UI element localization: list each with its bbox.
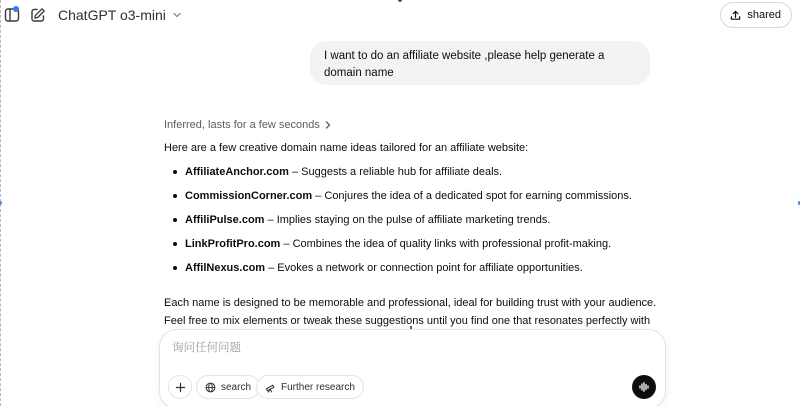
voice-waveform-icon xyxy=(638,381,650,393)
assistant-message xyxy=(164,115,664,330)
model-label: ChatGPT o3-mini xyxy=(58,7,166,23)
search-button[interactable] xyxy=(196,375,260,399)
sidebar-toggle-button[interactable] xyxy=(2,5,22,25)
list-item xyxy=(164,212,664,236)
edit-icon xyxy=(30,7,46,23)
attach-button[interactable] xyxy=(168,375,192,399)
user-message-text: I want to do an affiliate website ,please help generate a domain name xyxy=(324,50,605,79)
voice-mode-button[interactable] xyxy=(632,375,656,399)
domain-name: AffiliateAnchor.com xyxy=(185,166,289,178)
reasoning-toggle[interactable] xyxy=(164,117,332,133)
domain-description: – Combines the idea of quality links with professional profit-making. xyxy=(280,238,612,250)
domain-description: – Conjures the idea of a dedicated spot for earning commissions. xyxy=(312,190,632,202)
response-intro: Here are a few creative domain name ideas tailored for an affiliate website: xyxy=(164,142,529,154)
list-item xyxy=(164,260,664,284)
new-chat-button[interactable] xyxy=(28,5,48,25)
top-bar xyxy=(0,0,800,30)
telescope-icon xyxy=(265,382,276,393)
further-research-label: Further research xyxy=(281,381,355,393)
domain-name: AffiliPulse.com xyxy=(185,214,265,226)
list-item xyxy=(164,188,664,212)
upload-icon xyxy=(730,10,741,21)
list-item xyxy=(164,164,664,188)
chevron-right-icon xyxy=(324,120,332,130)
domain-name: LinkProfitPro.com xyxy=(185,238,281,250)
reasoning-label: Inferred, lasts for a few seconds xyxy=(164,119,320,131)
list-item xyxy=(164,236,664,260)
domain-name: AffilNexus.com xyxy=(185,262,266,274)
domain-name: CommissionCorner.com xyxy=(185,190,313,202)
notification-dot xyxy=(13,6,19,12)
domain-ideas-list xyxy=(164,164,664,284)
further-research-button[interactable] xyxy=(256,375,364,399)
plus-icon xyxy=(175,382,186,393)
edge-handle-left[interactable] xyxy=(0,201,2,205)
domain-description: – Evokes a network or connection point for affiliate opportunities. xyxy=(265,262,583,274)
domain-description: – Implies staying on the pulse of affiliate marketing trends. xyxy=(264,214,551,226)
share-button[interactable] xyxy=(720,2,792,28)
model-selector[interactable] xyxy=(58,6,182,24)
response-outro: Each name is designed to be memorable and professional, ideal for building trust with your audience. Feel free to mix elements or tweak these suggestions until you find one that resonates perfectly with xyxy=(164,297,657,327)
prompt-input[interactable] xyxy=(172,339,652,357)
globe-icon xyxy=(205,382,216,393)
domain-description: – Suggests a reliable hub for affiliate deals. xyxy=(288,166,503,178)
share-label: shared xyxy=(747,9,781,21)
user-message-bubble xyxy=(310,41,650,85)
message-composer xyxy=(159,329,666,406)
search-label: search xyxy=(221,381,252,393)
chevron-down-icon xyxy=(172,10,182,20)
